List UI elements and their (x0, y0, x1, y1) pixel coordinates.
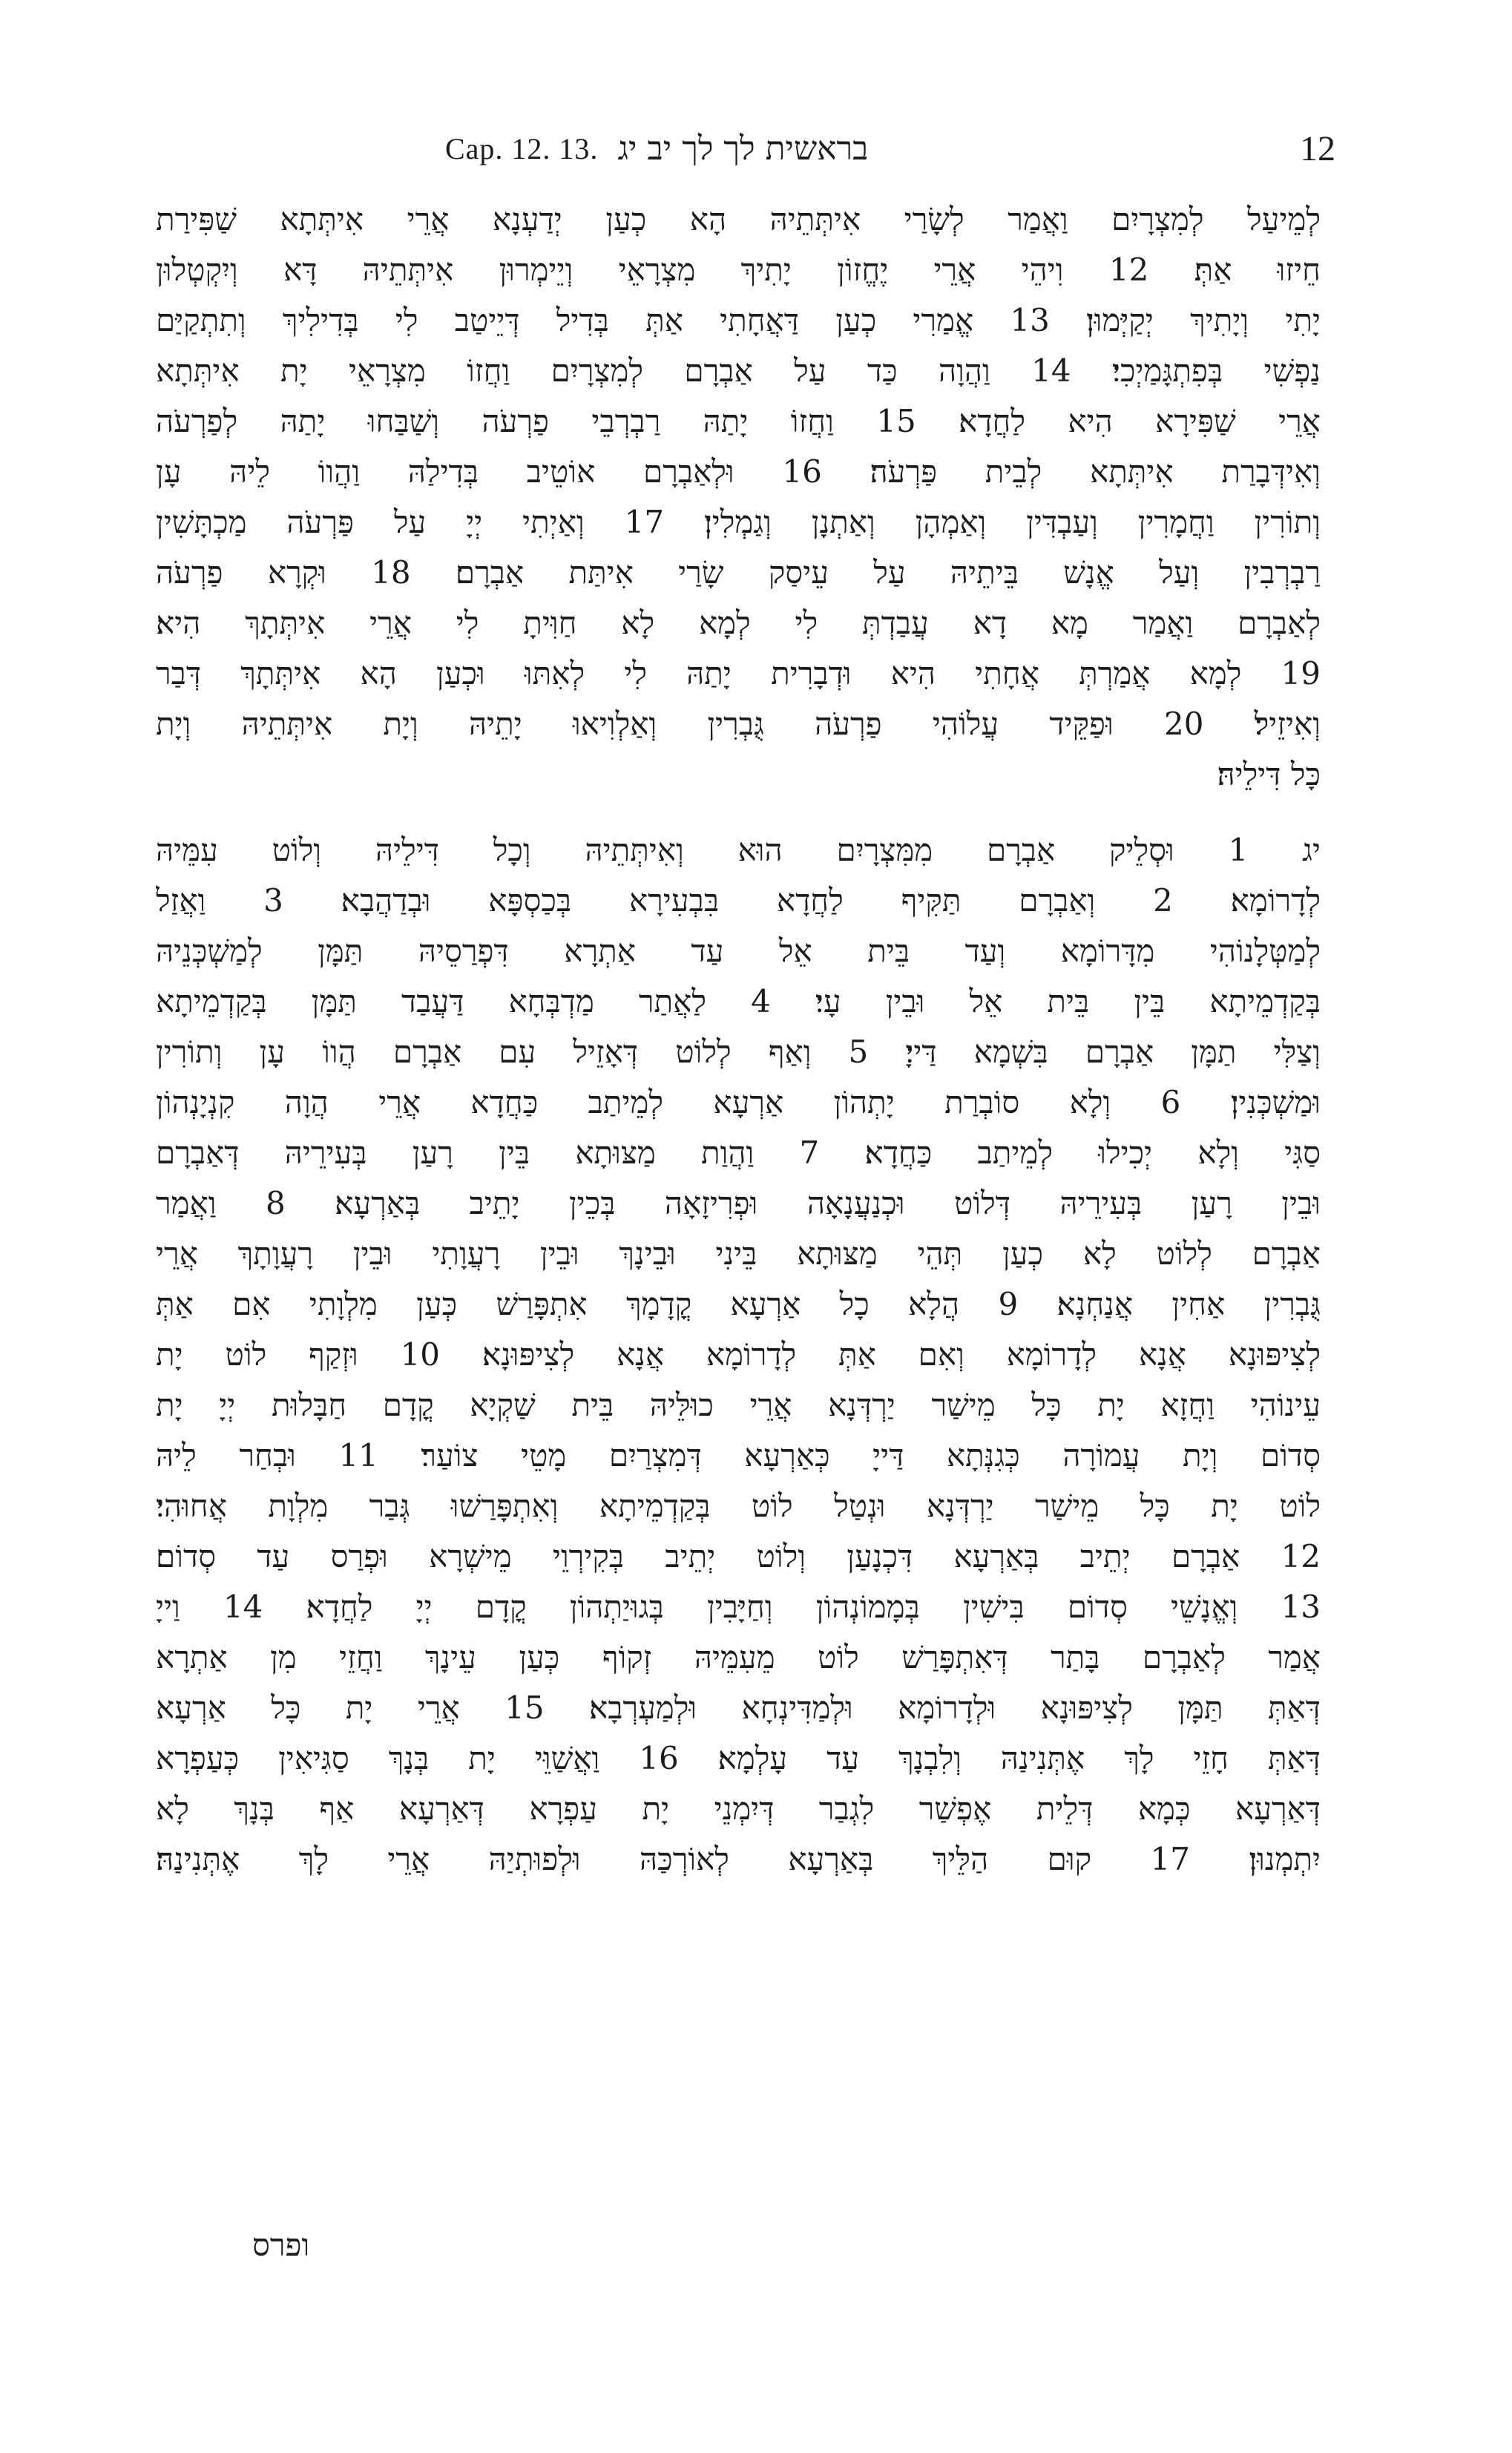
text-line: יִתְמְנוּן׃ 17 קוּם הַלֵּיךְ בְּאַרְעָא לְאוֹרְכַּהּ וּלְפוּתְיַהּ אֲרֵי לָךְ אֶתְּנִינַהּ׃ (156, 1841, 1321, 1877)
text-line: לְדָרוֹמָא׃ 2 וְאַבְרָם תַּקִּיף לַחֲדָא בִּבְעִירָא בְּכַסְפָּא וּבְדַהֲבָא׃ 3 וַאֲזַל (156, 882, 1321, 919)
text-line: עֵינוֹהִי וַחֲזָא יָת כָּל מֵישַׁר יַרְדְּנָא אֲרֵי כוּלֵּיהּ בֵּית שַׁקְיָא קֳדָם חַבָּלוּת יְיָ יָת (156, 1387, 1321, 1423)
running-title (445, 130, 868, 168)
page-header (445, 119, 1335, 178)
text-line: דְּאַתְּ חָזֵי לָךְ אֶתְּנִינַהּ וְלִבְנָךְ עַד עָלְמָא׃ 16 וַאֲשַׁוֵּי יָת בְּנָךְ סַגִּיאִין כְּעַפְרָא (156, 1740, 1321, 1776)
text-line: סְדוֹם וְיָת עֲמוֹרָה כְּגִנְּתָא דַּייָ כְּאַרְעָא דְּמִצְרַיִם מָטֵי צוֹעַר׃ 11 וּבְחַר לֵיהּ (156, 1437, 1321, 1474)
text-line: וְתוֹרִין וַחֲמָרִין וְעַבְדִּין וְאַמְהָן וְאַתְנָן וְגַמְלִין׃ 17 וְאַיְתִי יְיָ עַל פַּרְעֹה מַכְתָּשִׁין (156, 504, 1321, 540)
text-line: 19 לְמָא אֲמַרְתְּ אֲחָתִי הִיא וּדְבָרִית יָתַהּ לִי לְאִתּוּ וּכְעַן הָא אִיתְּתָךְ דְּבַר (156, 655, 1321, 692)
text-line: וּבֵין רָעַן בְּעִירֵיהּ דְּלוֹט וּכְנַעֲנָאָה וּפְרִיזָאָה בְּכֵין יָתֵיב בְּאַרְעָא׃ 8 וַאֲמַר (156, 1185, 1321, 1221)
text-line: וְצַלִּי תַמָּן אַבְרָם בִּשְׁמָא דַּייָ׃ 5 וְאַף לְלוֹט דְּאָזֵיל עִם אַבְרָם הֲווֹ עָן וְתוֹרִין (156, 1034, 1321, 1070)
chapter-gap (156, 800, 1321, 825)
text-line: אֲמַר לְאַבְרָם בָּתַר דְּאִתְפָּרַשׁ לוֹט מֵעִמֵּיהּ זְקוֹף כְּעַן עֵינָךְ וַחֲזֵי מִן אַתְרָא (156, 1639, 1321, 1675)
text-line: לוֹט יָת כָּל מֵישַׁר יַרְדְּנָא וּנְטַל לוֹט בְּקַדְמֵיתָא וְאִתְפָּרַשׁוּ גְּבַר מִלְוָת אֲחוּהִי׃ (156, 1488, 1321, 1524)
text-line: דְּאַרְעָא כְּמָא דְּלֵית אֶפְשַׁר לִגְבַר דְּיִמְנֵי יָת עַפְרָא דְּאַרְעָא אַף בְּנָךְ לָא (156, 1790, 1321, 1827)
text-body (156, 194, 1321, 1885)
text-line: רַבְרְבִין וְעַל אֱנָשׁ בֵּיתֵיהּ עַל עֵיסַק שָׂרַי אִיתַּת אַבְרָם׃ 18 וּקְרָא פַרְעֹה (156, 554, 1321, 591)
text-line: וְאִידְּבָרַת אִיתְּתָא לְבֵית פַּרְעֹה׃ 16 וּלְאַבְרָם אוֹטֵיב בְּדִילַהּ וַהֲווֹ לֵיהּ עָן (156, 453, 1321, 490)
text-line: בְּקַדְמֵיתָא בֵּין בֵּית אֵל וּבֵין עָי׃ 4 לַאֲתַר מַדְבְּחָא דַּעֲבַד תַּמָּן בְּקַדְמֵיתָא (156, 983, 1321, 1019)
text-line: אַבְרָם לְלוֹט לָא כְעַן תְּהֵי מַצּוּתָא בֵּינִי וּבֵינָךְ וּבֵין רָעֲוָתִי וּבֵין רָעֲוָתָךְ אֲרֵי (156, 1235, 1321, 1272)
text-line: יָתִי וְיָתִיךְ יְקַיְּמוּן׃ 13 אֱמַרִי כְעַן דַּאֲחָתִי אַתְּ בְּדִיל דְּיֵיטַב לִי בְּדִילִיךְ וְתִתְקַיַּם (156, 302, 1321, 338)
hebrew-running-title: בראשית לך לך יב יג (617, 129, 869, 168)
chapter-reference: Cap. 12. 13. (445, 131, 599, 165)
text-line: אֲרֵי שַׁפִּירָא הִיא לַחֲדָא׃ 15 וַחֲזוֹ יָתַהּ רַבְרְבֵי פַרְעֹה וְשַׁבַּחוּ יָתַהּ לְפַרְעֹה (156, 403, 1321, 439)
text-line: גֻּבְרִין אַחִין אֲנַחְנָא׃ 9 הֲלָא כָל אַרְעָא קֳדָמָךְ אִתְפָּרַשׁ כְּעַן מִלְוָתִי אִם אַתְּ (156, 1286, 1321, 1322)
catchword: ופרס (252, 2227, 310, 2263)
text-line: 13 וְאֱנָשֵׁי סְדוֹם בִּישִׁין בְּמָמוֹנְהוֹן וְחַיָּבִין בְּגוּיַתְהוֹן קֳדָם יְיָ לַחֲדָא׃ 14 וַייָ (156, 1589, 1321, 1625)
text-line: כָּל דִּילֵיהּ׃ (1217, 756, 1321, 792)
text-line: 12 אַבְרָם יְתֵיב בְּאַרְעָא דִּכְנָעַן וְלוֹט יְתֵיב בְּקִירְוֵי מֵישְׁרָא וּפְרַס עַד סְדוֹם׃ (156, 1538, 1321, 1574)
page-number: 12 (1300, 128, 1335, 168)
text-line: לְאַבְרָם וַאֲמַר מָא דָא עֲבַדְתְּ לִי לְמָא לָא חַוִּיתָ לִי אֲרֵי אִיתְּתָךְ הִיא׃ (156, 605, 1321, 641)
chapter-start-line: יג 1 וּסְלֵיק אַבְרָם מִמִּצְרָיִם הוּא וְאִיתְּתֵיהּ וְכָל דִּילֵיהּ וְלוֹט עִמֵּיהּ (156, 832, 1321, 868)
text-line: לְמֵיעַל לְמִצְרָיִם וַאֲמַר לְשָׂרַי אִיתְּתֵיהּ הָא כְעַן יְדַעְנָא אֲרֵי אִיתְּתָא שַׁפִּירַת (156, 201, 1321, 237)
text-line: דְּאַתְּ תַּמָּן לְצִיפּוּנָא וּלְדָרוֹמָא וּלְמַדִּינְחָא וּלְמַעְרְבָא׃ 15 אֲרֵי יָת כָּל אַרְעָא (156, 1689, 1321, 1726)
text-line: וּמַשְׁכְּנִין׃ 6 וְלָא סוֹבְרַת יָתְהוֹן אַרְעָא לְמֵיתַב כַּחֲדָא אֲרֵי הֲוָה קִנְיָנְהוֹן (156, 1084, 1321, 1120)
text-line: לְמַטְּלָנוֹהִי מִדָּרוֹמָא וְעַד בֵּית אֵל עַד אַתְרָא דִּפְרַסֵיהּ תַּמָּן לְמַשְׁכְּנֵיהּ (156, 933, 1321, 969)
text-line: נַפְשִׁי בְּפִתְגָּמַיְכִי׃ 14 וַהֲוָה כַּד עַל אַבְרָם לְמִצְרָיִם וַחֲזוֹ מִצְרָאֵי יָת אִיתְּתָא (156, 352, 1321, 389)
text-line: וְאִיזֵיל׃ 20 וּפַקֵּיד עֲלוֹהִי פַרְעֹה גֻּבְרִין וְאַלְוִיאוּ יָתֵיהּ וְיָת אִיתְּתֵיהּ וְיָת (156, 706, 1321, 742)
text-line: לְצִיפּוּנָא אֲנָא לְדָרוֹמָא וְאִם אַתְּ לְדָרוֹמָא אֲנָא לְצִיפּוּנָא׃ 10 וּזְקַף לוֹט יָת (156, 1336, 1321, 1373)
text-line: סַגִּי וְלָא יְכִילוּ לְמֵיתַב כַּחֲדָא׃ 7 וַהֲוַת מַצּוּתָא בֵּין רָעַן בְּעִירֵיהּ דְּאַבְרָם (156, 1134, 1321, 1171)
text-line: חֵיזוּ אַתְּ׃ 12 וִיהֵי אֲרֵי יֶחֱזוֹן יָתִיךְ מִצְרָאֵי וְיֵימְרוּן אִיתְּתֵיהּ דָּא וְיִקְטְלוּן (156, 252, 1321, 288)
